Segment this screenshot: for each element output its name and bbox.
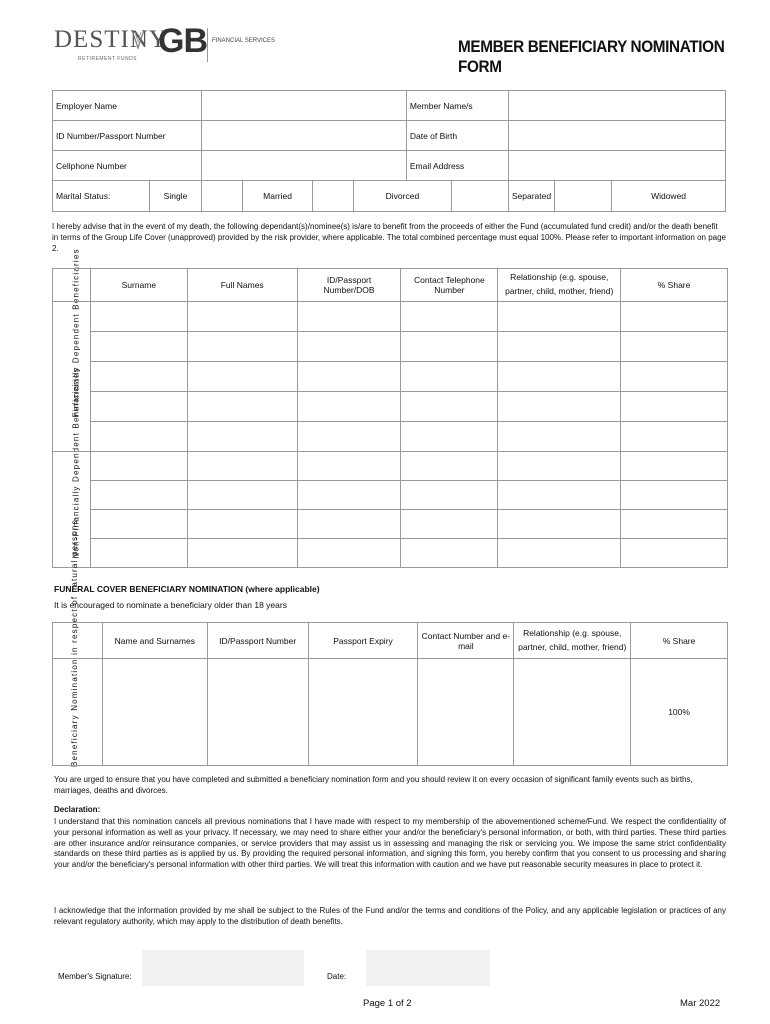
page-number: Page 1 of 2 [363,998,412,1009]
member-signature-field[interactable] [142,950,304,986]
col-funeral-relationship: Relationship (e.g. spouse, partner, child, mother, friend) [514,623,631,659]
married-label: Married [243,181,312,212]
table-cell[interactable] [498,539,621,568]
table-cell[interactable] [621,362,728,392]
col-passport-expiry: Passport Expiry [308,623,418,659]
table-cell[interactable] [90,362,187,392]
table-cell[interactable] [90,392,187,422]
single-checkbox[interactable] [201,181,242,212]
member-details-table [52,90,726,212]
non-financially-dependent-label: Non-Financially Dependent Beneficiaries [71,367,81,559]
table-cell[interactable] [621,302,728,332]
financial-services-label: FINANCIAL SERVICES [212,38,276,44]
table-cell[interactable] [90,422,187,452]
member-signature-label: Member's Signature: [58,972,132,981]
table-cell[interactable] [401,332,498,362]
date-of-birth-label: Date of Birth [406,121,508,151]
col-surname: Surname [90,269,187,302]
table-cell[interactable] [498,422,621,452]
table-cell[interactable] [187,422,297,452]
date-field[interactable] [366,950,490,986]
financial-side-cell [53,302,91,452]
table-cell[interactable] [498,302,621,332]
email-field[interactable] [508,151,725,181]
table-cell[interactable] [90,510,187,539]
table-cell[interactable] [621,539,728,568]
destiny-logo: DESTINY [54,26,168,53]
table-cell[interactable] [90,452,187,481]
funeral-side-header-cell [53,623,103,659]
form-title: MEMBER BENEFICIARY NOMINATION FORM [458,37,725,76]
col-contact-email: Contact Number and e-mail [418,623,514,659]
side-header-cell [53,269,91,302]
funeral-share-value[interactable]: 100% [631,659,728,766]
id-number-field[interactable] [201,121,406,151]
table-cell[interactable] [187,539,297,568]
col-relationship: Relationship (e.g. spouse, partner, child, mother, friend) [498,269,621,302]
table-cell[interactable] [187,362,297,392]
member-names-label: Member Name/s [406,91,508,121]
table-cell[interactable] [297,510,401,539]
col-funeral-share: % Share [631,623,728,659]
member-names-field[interactable] [508,91,725,121]
table-cell[interactable] [187,302,297,332]
cellphone-field[interactable] [201,151,406,181]
table-cell[interactable] [621,332,728,362]
table-cell[interactable] [90,481,187,510]
table-cell[interactable] [401,392,498,422]
table-cell[interactable] [498,510,621,539]
logo-divider [207,28,208,62]
funeral-subheading: It is encouraged to nominate a beneficiary older than 18 years [54,600,287,610]
single-label: Single [150,181,202,212]
table-cell[interactable] [498,481,621,510]
col-full-names: Full Names [187,269,297,302]
table-cell[interactable] [90,302,187,332]
table-cell[interactable] [401,510,498,539]
table-cell[interactable] [297,392,401,422]
marital-status-label: Marital Status: [53,181,150,212]
destiny-logo-sub: RETIREMENT FUNDS [78,56,138,62]
married-checkbox[interactable] [312,181,353,212]
widowed-label: Widowed [651,191,687,201]
table-cell[interactable] [621,481,728,510]
table-cell[interactable] [187,481,297,510]
financially-dependent-label: Financially Dependent Beneficiaries [71,248,81,418]
harp-logo-icon [130,28,146,50]
table-cell[interactable] [401,422,498,452]
funeral-side-cell [53,659,103,766]
col-share: % Share [621,269,728,302]
table-cell[interactable] [187,332,297,362]
table-cell[interactable] [207,659,308,766]
date-label: Date: [327,972,347,981]
table-cell[interactable] [401,452,498,481]
divorced-checkbox[interactable] [451,181,508,212]
table-cell[interactable] [401,539,498,568]
separated-checkbox[interactable] [555,181,612,211]
beneficiaries-table [52,248,728,568]
table-cell[interactable] [297,481,401,510]
table-cell[interactable] [102,659,207,766]
table-cell[interactable] [621,452,728,481]
table-cell[interactable] [498,332,621,362]
id-number-label: ID Number/Passport Number [53,121,202,151]
urge-text: You are urged to ensure that you have completed and submitted a beneficiary nomination form and you should review it on every occasion of significant family events such as births, marriages, deaths and divorces. [54,775,693,795]
divorced-label: Divorced [354,181,451,212]
date-of-birth-field[interactable] [508,121,725,151]
table-cell[interactable] [90,332,187,362]
col-contact-telephone: Contact Telephone Number [401,269,498,302]
table-cell[interactable] [297,332,401,362]
table-cell[interactable] [297,539,401,568]
table-cell[interactable] [498,392,621,422]
cellphone-label: Cellphone Number [53,151,202,181]
declaration-paragraph-2: I acknowledge that the information provided by me shall be subject to the Rules of the Fund and/or the terms and conditions of the Policy, and any applicable legislation or practices of any relevant regulatory authority, which may apply to the distribution of death benefits. [54,906,726,926]
table-cell[interactable] [401,362,498,392]
table-cell[interactable] [498,362,621,392]
table-cell[interactable] [514,659,631,766]
table-cell[interactable] [297,422,401,452]
table-cell[interactable] [621,422,728,452]
employer-name-label: Employer Name [53,91,202,121]
table-cell[interactable] [418,659,514,766]
table-cell[interactable] [401,481,498,510]
intro-text: I hereby advise that in the event of my death, the following dependant(s)/nominee(s) is/are to benefit from the proceeds of either the Fund (accumulated fund credit) and/or the death benefit in terms of the Group Life Cover (unapproved) provided by the risk provider, where applicable. The total combined percentage must equal 100%. Please refer to important information on page 2. [52,222,727,253]
table-cell[interactable] [621,510,728,539]
employer-name-field[interactable] [201,91,406,121]
declaration-heading: Declaration: [54,805,101,814]
col-name-surnames: Name and Surnames [102,623,207,659]
col-id-passport-dob: ID/Passport Number/DOB [297,269,401,302]
funeral-heading: FUNERAL COVER BENEFICIARY NOMINATION (where applicable) [54,584,320,594]
table-cell[interactable] [297,302,401,332]
separated-label: Separated [508,181,554,212]
table-cell[interactable] [297,362,401,392]
table-cell[interactable] [621,392,728,422]
table-cell[interactable] [401,302,498,332]
form-date: Mar 2022 [680,998,721,1009]
email-label: Email Address [406,151,508,181]
table-cell[interactable] [498,452,621,481]
gb-logo: GB [158,22,207,60]
col-id-passport: ID/Passport Number [207,623,308,659]
table-cell[interactable] [297,452,401,481]
table-cell[interactable] [308,659,418,766]
table-cell[interactable] [187,452,297,481]
table-cell[interactable] [187,510,297,539]
natural-persons-label: Beneficiary Nomination in respect of natural persons [70,519,79,767]
declaration-paragraph-1: I understand that this nomination cancels all previous nominations that I have made with respect to my membership of the abovementioned scheme/Fund. We respect the confidentiality of your personal information as well as your privacy. If necessary, we may need to share either your and/or the beneficiary's personal information, or both, with third parties. These third parties are other insurance and/or reinsurance companies, or service providers that may assist us in assessing and managing the risk or servicing you. We impose the same strict confidentiality standards on these third parties as is applied by us. By providing the required personal information, and signing this form, you hereby confirm that you consent to us processing and sharing your and/or the beneficiary's personal information with other third parties. We will treat this information with caution and we have put reasonable security measures in place to protect it. [54,817,726,870]
table-cell[interactable] [90,539,187,568]
table-cell[interactable] [187,392,297,422]
